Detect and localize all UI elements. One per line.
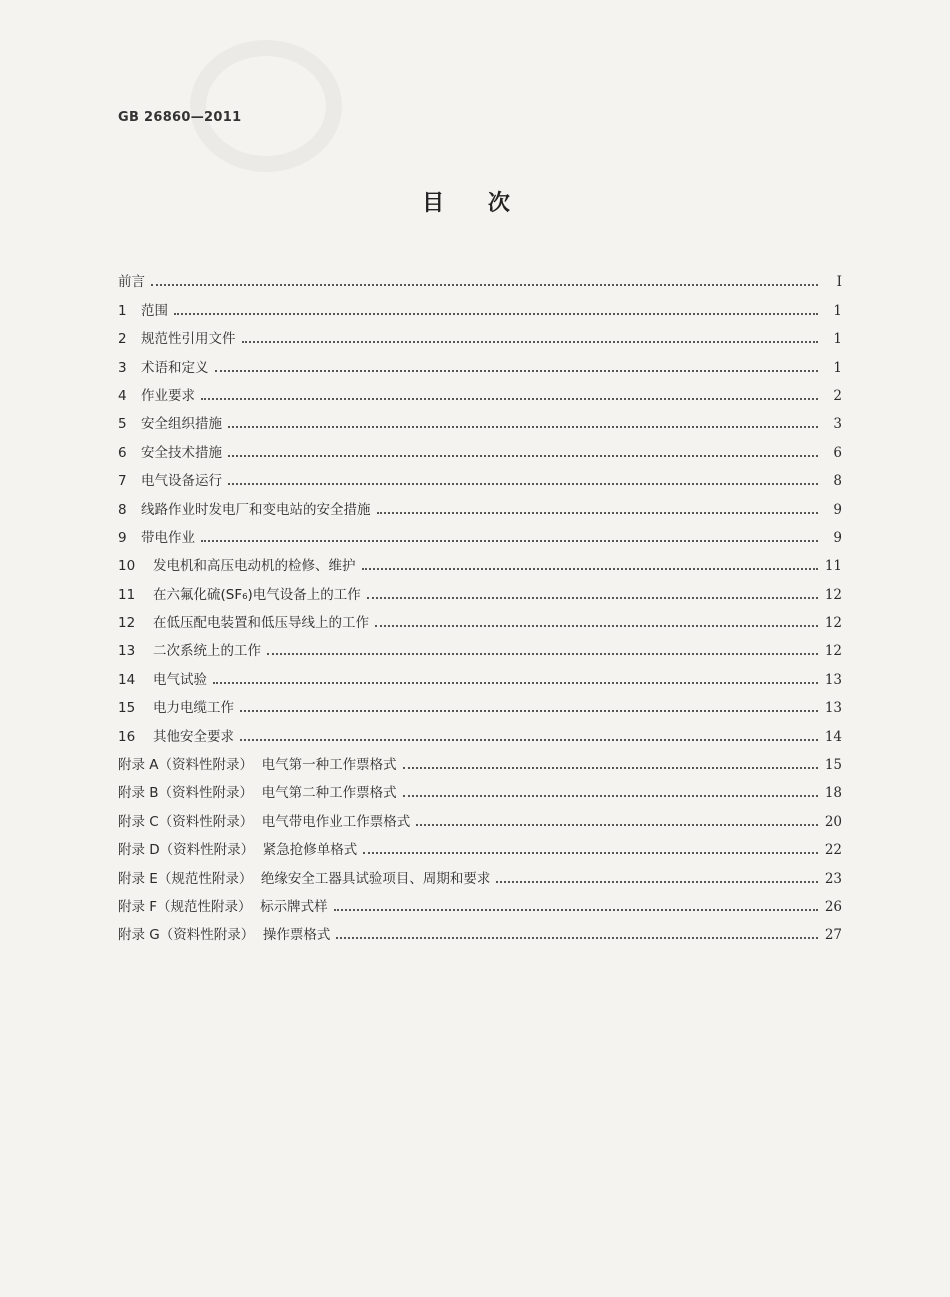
toc-leader-dots xyxy=(215,370,819,372)
toc-entry-label: 术语和定义 xyxy=(141,359,209,376)
toc-entry-label: 安全技术措施 xyxy=(141,444,222,461)
toc-entry-page: 8 xyxy=(833,473,842,490)
toc-entry[interactable] xyxy=(118,376,842,404)
toc-entry-label: 带电作业 xyxy=(141,529,195,546)
toc-entry-page: 12 xyxy=(824,586,842,603)
toc-entry[interactable] xyxy=(118,262,842,290)
toc-leader-dots xyxy=(267,653,818,655)
toc-leader-dots xyxy=(151,284,818,286)
toc-entry-page: 2 xyxy=(833,387,842,404)
toc-entry-label: 规范性引用文件 xyxy=(141,331,236,348)
toc-entry[interactable] xyxy=(118,319,842,347)
toc-leader-dots xyxy=(174,313,818,315)
toc-entry-label: 作业要求 xyxy=(141,387,195,404)
toc-leader-dots xyxy=(240,739,818,741)
page-title: 目 次 xyxy=(422,191,528,216)
toc-leader-dots xyxy=(363,852,818,854)
toc-entry[interactable] xyxy=(118,404,842,432)
toc-entry-page: 1 xyxy=(833,331,842,348)
toc-entry-number: 3 xyxy=(118,359,127,376)
toc-entry-label: 电气试验 xyxy=(153,671,207,688)
toc-entry-page: 20 xyxy=(824,813,842,830)
toc-entry-page: 1 xyxy=(833,359,842,376)
toc-entry-label: 附录 F（规范性附录） 标示牌式样 xyxy=(118,898,328,915)
toc-entry[interactable] xyxy=(118,432,842,460)
toc-entry-number: 12 xyxy=(118,615,136,632)
toc-entry-page: 13 xyxy=(824,700,842,717)
toc-entry-page: 6 xyxy=(833,444,842,461)
toc-entry-page: 9 xyxy=(833,501,842,518)
toc-leader-dots xyxy=(213,682,818,684)
toc-leader-dots xyxy=(367,597,818,599)
toc-entry-label: 附录 B（资料性附录） 电气第二种工作票格式 xyxy=(118,785,397,802)
toc-entry-label: 在六氟化硫(SF₆)电气设备上的工作 xyxy=(153,586,361,603)
toc-entry-label: 二次系统上的工作 xyxy=(153,643,261,660)
toc-entry-page: 11 xyxy=(824,558,842,575)
toc-leader-dots xyxy=(403,767,818,769)
toc-entry-page: 15 xyxy=(824,757,842,774)
toc-entry[interactable] xyxy=(118,574,842,602)
toc-entry-page: 26 xyxy=(824,898,842,915)
toc-entry[interactable] xyxy=(118,688,842,716)
toc-entry-page: 9 xyxy=(833,529,842,546)
toc-leader-dots xyxy=(416,824,818,826)
toc-entry[interactable] xyxy=(118,603,842,631)
toc-entry-label: 附录 E（规范性附录） 绝缘安全工器具试验项目、周期和要求 xyxy=(118,870,491,887)
toc-entry[interactable] xyxy=(118,659,842,687)
toc-entry[interactable] xyxy=(118,773,842,801)
toc-entry[interactable] xyxy=(118,915,842,943)
toc-entry-number: 2 xyxy=(118,331,127,348)
toc-entry[interactable] xyxy=(118,858,842,886)
toc-leader-dots xyxy=(377,512,819,514)
toc-entry[interactable] xyxy=(118,745,842,773)
toc-entry-number: 11 xyxy=(118,586,136,603)
toc-entry-number: 6 xyxy=(118,444,127,461)
toc-leader-dots xyxy=(362,568,819,570)
toc-entry-number: 10 xyxy=(118,558,136,575)
toc-entry-label: 附录 D（资料性附录） 紧急抢修单格式 xyxy=(118,842,358,859)
toc-entry[interactable] xyxy=(118,887,842,915)
toc-leader-dots xyxy=(228,483,818,485)
toc-leader-dots xyxy=(242,341,819,343)
toc-leader-dots xyxy=(375,625,818,627)
toc-leader-dots xyxy=(228,426,818,428)
table-of-contents xyxy=(118,262,842,943)
toc-entry-page: 12 xyxy=(824,615,842,632)
standard-code: GB 26860—2011 xyxy=(118,110,242,125)
toc-leader-dots xyxy=(496,881,818,883)
show-through-logo xyxy=(190,40,342,172)
toc-entry-number: 16 xyxy=(118,728,136,745)
toc-entry[interactable] xyxy=(118,716,842,744)
toc-entry-number: 1 xyxy=(118,302,127,319)
toc-entry[interactable] xyxy=(118,546,842,574)
toc-entry-number: 5 xyxy=(118,416,127,433)
toc-entry-page: 14 xyxy=(824,728,842,745)
toc-leader-dots xyxy=(334,909,818,911)
toc-entry-label: 其他安全要求 xyxy=(153,728,234,745)
toc-entry-number: 14 xyxy=(118,671,136,688)
toc-leader-dots xyxy=(336,937,818,939)
toc-entry-number: 9 xyxy=(118,529,127,546)
toc-entry[interactable] xyxy=(118,518,842,546)
toc-entry[interactable] xyxy=(118,830,842,858)
toc-entry-label: 电气设备运行 xyxy=(141,473,222,490)
toc-entry-number: 13 xyxy=(118,643,136,660)
toc-entry-page: 22 xyxy=(824,842,842,859)
toc-leader-dots xyxy=(228,455,818,457)
toc-entry[interactable] xyxy=(118,631,842,659)
toc-entry-label: 附录 G（资料性附录） 操作票格式 xyxy=(118,927,331,944)
toc-entry-label: 附录 A（资料性附录） 电气第一种工作票格式 xyxy=(118,757,397,774)
toc-entry[interactable] xyxy=(118,461,842,489)
toc-leader-dots xyxy=(240,710,818,712)
toc-entry-number: 8 xyxy=(118,501,127,518)
toc-entry-number: 15 xyxy=(118,700,136,717)
toc-entry-label: 前言 xyxy=(118,274,145,291)
toc-leader-dots xyxy=(403,795,818,797)
toc-entry-label: 电力电缆工作 xyxy=(153,700,234,717)
toc-entry-label: 线路作业时发电厂和变电站的安全措施 xyxy=(141,501,371,518)
toc-entry[interactable] xyxy=(118,489,842,517)
toc-entry[interactable] xyxy=(118,801,842,829)
toc-entry-label: 安全组织措施 xyxy=(141,416,222,433)
toc-entry-page: 3 xyxy=(833,416,842,433)
toc-entry-page: 1 xyxy=(833,302,842,319)
toc-entry-page: 23 xyxy=(824,870,842,887)
toc-leader-dots xyxy=(201,540,818,542)
toc-entry-label: 在低压配电装置和低压导线上的工作 xyxy=(153,615,369,632)
toc-entry-number: 7 xyxy=(118,473,127,490)
toc-entry-number: 4 xyxy=(118,387,127,404)
toc-entry-label: 附录 C（资料性附录） 电气带电作业工作票格式 xyxy=(118,813,411,830)
toc-entry[interactable] xyxy=(118,290,842,318)
toc-entry-page: Ⅰ xyxy=(836,274,842,291)
toc-entry[interactable] xyxy=(118,347,842,375)
toc-leader-dots xyxy=(201,398,818,400)
toc-entry-label: 发电机和高压电动机的检修、维护 xyxy=(153,558,356,575)
toc-entry-page: 18 xyxy=(824,785,842,802)
toc-entry-page: 12 xyxy=(824,643,842,660)
toc-entry-page: 13 xyxy=(824,671,842,688)
toc-entry-label: 范围 xyxy=(141,302,168,319)
toc-entry-page: 27 xyxy=(824,927,842,944)
